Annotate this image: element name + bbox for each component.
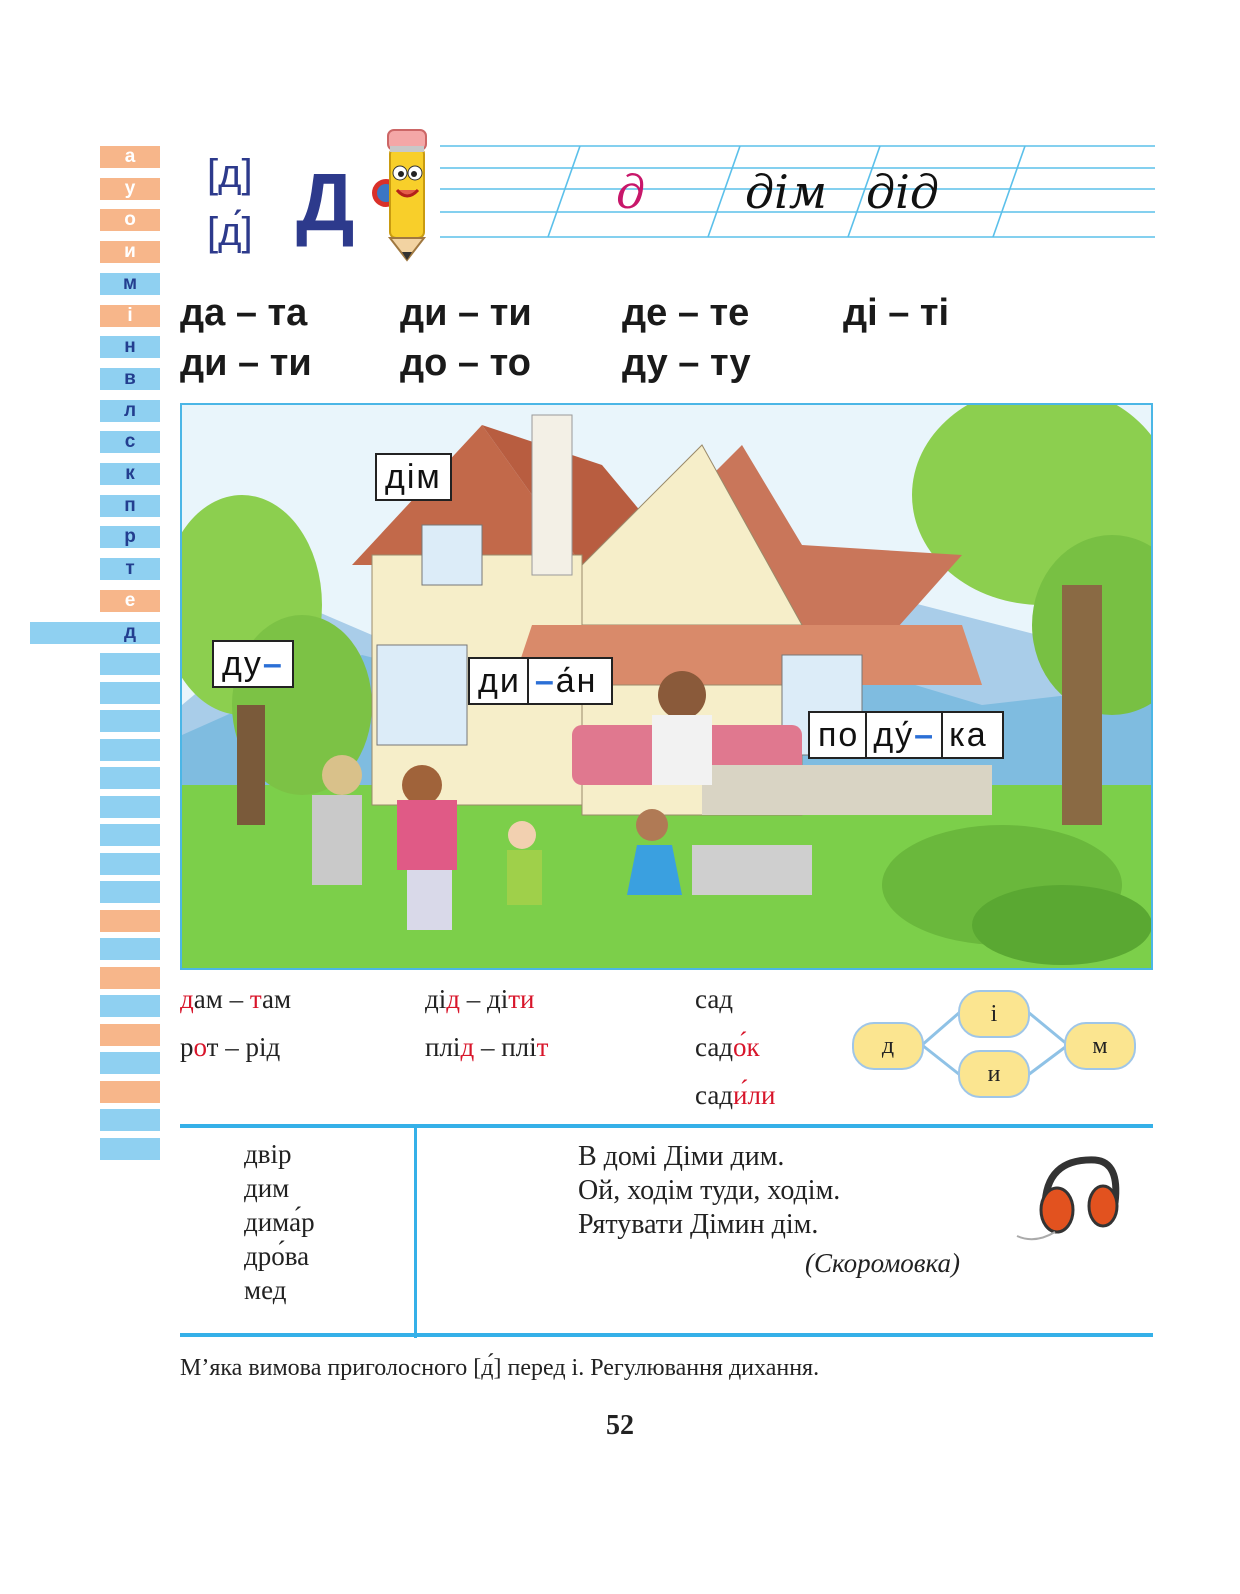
word-pair: [180, 1032, 280, 1063]
word-list-item: двір: [244, 1139, 292, 1169]
letter-index-empty-tab: [100, 824, 160, 846]
letter-index-letter: н: [124, 336, 136, 358]
divider-bottom: [180, 1333, 1153, 1337]
label-dyvan: [468, 657, 613, 705]
letter-index-tab: [100, 463, 160, 485]
word-part: сад: [695, 984, 734, 1014]
letter-index-tab: [100, 305, 160, 327]
letter-index-letter: і: [127, 304, 133, 326]
letter-index-letter: и: [124, 241, 136, 263]
word-pair: [180, 984, 291, 1015]
headphones-icon: [1015, 1148, 1125, 1248]
letter-index-empty-tab: [100, 796, 160, 818]
word-pair: [425, 984, 535, 1015]
word-part: сад: [695, 1080, 734, 1110]
phoneme-hard: [д]: [207, 152, 253, 196]
letter-index-letter: а: [124, 146, 136, 167]
syllable-pair: до – то: [400, 342, 531, 384]
syllable-pair: де – те: [622, 292, 750, 334]
label-syllable: ду́: [873, 716, 915, 754]
letter-index-tab: [100, 178, 160, 200]
gap-dash: –: [914, 716, 936, 754]
word-part: сад: [695, 1032, 734, 1062]
word-list-item: дим: [244, 1173, 290, 1203]
node-bottom: и: [958, 1050, 1030, 1098]
house-illustration: [180, 403, 1153, 970]
word-part: р: [180, 1032, 194, 1062]
page-number: 52: [606, 1410, 634, 1441]
label-dim: дім: [375, 453, 452, 501]
letter-index-letter: р: [124, 526, 136, 548]
letter-index-letter: п: [124, 494, 136, 516]
label-syllable: по: [818, 716, 860, 754]
letter-index: [0, 0, 170, 1594]
letter-index-letter: в: [124, 367, 136, 389]
letter-index-empty-tab: [100, 767, 160, 789]
letter-index-empty-tab: [100, 910, 160, 932]
word-pair: [695, 1080, 775, 1111]
word-list-item: дима́р: [244, 1207, 315, 1237]
highlighted-letters: и́ли: [733, 1080, 776, 1110]
node-end: м: [1064, 1022, 1136, 1070]
letter-index-tab: [100, 400, 160, 422]
word-part: ді: [425, 984, 447, 1014]
letter-index-tab: [100, 526, 160, 548]
letter-index-empty-tab: [100, 995, 160, 1017]
letter-index-empty-tab: [100, 1052, 160, 1074]
letter-index-empty-tab: [100, 653, 160, 675]
letter-index-tab: [100, 146, 160, 168]
gap-dash: –: [534, 662, 556, 700]
script-letter: д: [616, 165, 646, 219]
letter-index-letter: д: [123, 621, 137, 643]
label-syllable: ка: [941, 713, 994, 757]
letter-index-letter: е: [124, 589, 136, 611]
label-syllable: а́н: [555, 662, 598, 700]
letter-index-letter: к: [125, 463, 135, 484]
letter-index-tab: [100, 590, 160, 612]
highlighted-letters: о: [193, 1032, 207, 1062]
syllable-pair: ди – ти: [180, 342, 312, 384]
letter-index-empty-tab: [100, 1081, 160, 1103]
letter-index-letter: м: [122, 272, 138, 294]
pencil-mascot-icon: [370, 118, 440, 263]
word-pair: [695, 1032, 760, 1063]
letter-index-tab: [100, 495, 160, 517]
letter-index-tab: [30, 622, 160, 644]
letter-index-tab: [100, 241, 160, 263]
letter-index-tab: [100, 368, 160, 390]
letter-index-tab: [100, 209, 160, 231]
letter-title: Д: [296, 157, 355, 248]
label-syllable: ди: [478, 662, 521, 700]
label-du: [212, 640, 294, 688]
node-top: і: [958, 990, 1030, 1038]
word-part: плі: [425, 1032, 461, 1062]
letter-index-empty-tab: [100, 1024, 160, 1046]
letter-index-empty-tab: [100, 1109, 160, 1131]
word-part: ам –: [193, 984, 250, 1014]
letter-index-letter: с: [124, 431, 136, 453]
highlighted-letters: ти: [508, 984, 535, 1014]
divider-vertical: [414, 1128, 417, 1338]
letter-index-letter: л: [123, 399, 137, 421]
word-pair: [695, 984, 733, 1015]
script-word-2: дід: [866, 165, 940, 219]
letter-index-tab: [100, 336, 160, 358]
word-part: т – рід: [206, 1032, 281, 1062]
letter-index-empty-tab: [100, 1138, 160, 1160]
syllable-pair: ду – ту: [622, 342, 751, 384]
divider-top: [180, 1124, 1153, 1128]
syllable-pair: да – та: [180, 292, 308, 334]
letter-index-letter: т: [125, 558, 135, 580]
word-list-item: дро́ва: [244, 1241, 310, 1271]
poem-source: (Скоромовка): [805, 1248, 960, 1278]
highlighted-letters: д: [180, 984, 194, 1014]
teacher-note: М’яка вимова приголосного [д́] перед і. Регулювання дихання.: [180, 1355, 820, 1381]
highlighted-letters: о́к: [733, 1032, 760, 1062]
poem-line: В домі Діми дим.: [578, 1141, 785, 1172]
word-pair: [425, 1032, 548, 1063]
letter-index-empty-tab: [100, 710, 160, 732]
label-podushka: [808, 711, 1004, 759]
gap-dash: –: [262, 645, 284, 683]
letter-index-empty-tab: [100, 938, 160, 960]
script-word-1: дім: [745, 165, 828, 219]
node-start: д: [852, 1022, 924, 1070]
syllable-pair: ді – ті: [843, 292, 950, 334]
highlighted-letters: т: [249, 984, 262, 1014]
highlighted-letters: т: [536, 1032, 549, 1062]
letter-index-tab: [100, 431, 160, 453]
word-list-item: мед: [244, 1275, 287, 1305]
phoneme-soft: [д́]: [207, 210, 253, 254]
word-part: – ді: [460, 984, 509, 1014]
highlighted-letters: д: [446, 984, 460, 1014]
label-du-syllable: ду: [222, 645, 263, 683]
word-part: – плі: [474, 1032, 537, 1062]
letter-index-letter: о: [124, 209, 136, 231]
letter-index-empty-tab: [100, 853, 160, 875]
house-garden-scene-icon: [182, 405, 1153, 970]
letter-index-empty-tab: [100, 967, 160, 989]
highlighted-letters: д: [460, 1032, 475, 1062]
syllable-pair: ди – ти: [400, 292, 532, 334]
letter-index-empty-tab: [100, 682, 160, 704]
word-part: ам: [261, 984, 292, 1014]
poem-line: Рятувати Дімин дім.: [578, 1209, 819, 1240]
poem-line: Ой, ходім туди, ходім.: [578, 1175, 841, 1206]
letter-index-tab: [100, 558, 160, 580]
letter-index-letter: у: [124, 177, 136, 199]
letter-index-empty-tab: [100, 739, 160, 761]
letter-index-empty-tab: [100, 881, 160, 903]
letter-index-tab: [100, 273, 160, 295]
